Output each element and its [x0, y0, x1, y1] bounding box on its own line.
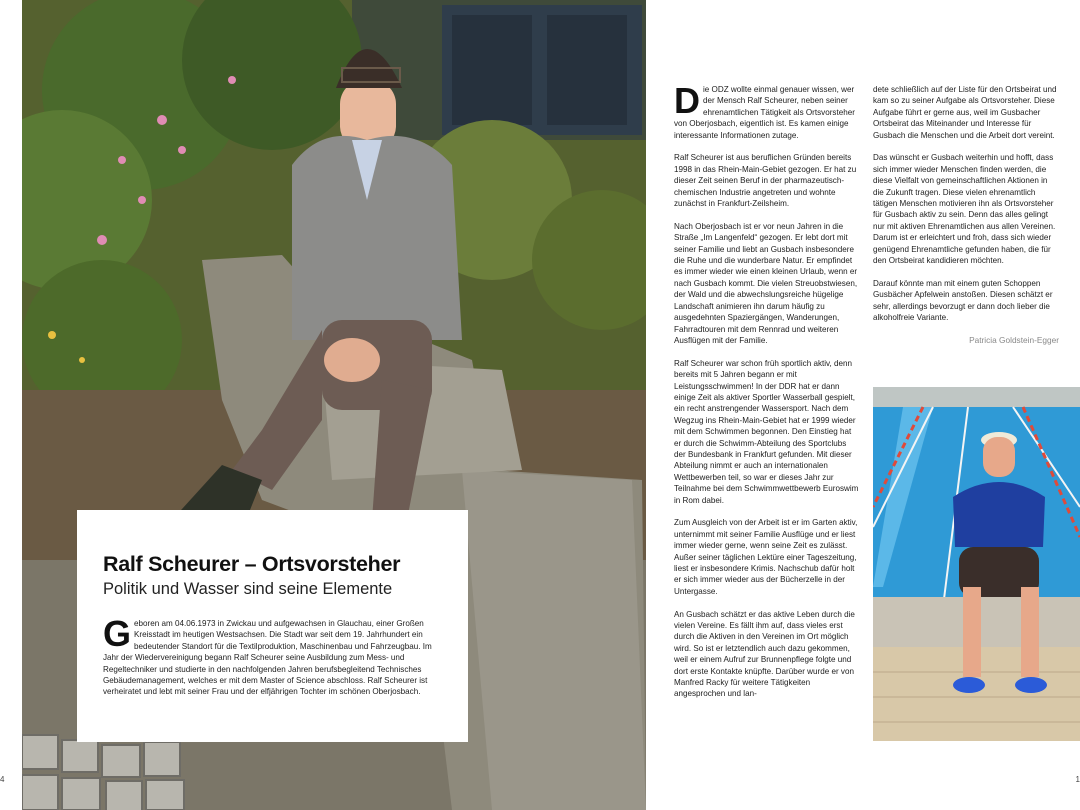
- paragraph: An Gusbach schätzt er das aktive Leben durch die vielen Vereine. Es fällt ihm auf, dass vieles erst durch die Aktiven in den Vereinen im Ort möglich wird. So ist er letztendlich auch dazu gekommen, weil er einem Aufruf zur Brunnenpflege folgte und dort erste Kontakte knüpfte. Darüber wurde er von Manfred Racky für weitere Tätigkeiten angesprochen und lan-: [674, 609, 855, 699]
- article-column-1: [674, 80, 860, 711]
- paragraph: Nach Oberjosbach ist er vor neun Jahren in die Straße „Im Langenfeld“ gezogen. Er lebt dort mit seiner Familie und liebt an Gusbach insbesondere die Ruhe und die wunderbare Natur. Er empfindet es immer wieder wie einen kleinen Urlaub, wenn er nach Gusbach kommt. Die vielen Streuobstwiesen, der Wald und die abwechslungsreiche hügelige Landschaft animieren ihn darum häufig zu ausgedehnten Spaziergängen, Wanderungen, Fahrradtouren mit dem Rennrad und weiteren Ausflügen mit der Familie.: [674, 221, 858, 345]
- paragraph: Ralf Scheurer ist aus beruflichen Gründen bereits 1998 in das Rhein-Main-Gebiet gezogen. Er hat zu dieser Zeit seinen Beruf in der pharmazeutisch-chemischen Industrie angetreten und wohnte zunächst in Frankfurt-Zeilsheim.: [674, 153, 857, 209]
- pool-photo: [873, 387, 1080, 741]
- article-title: Ralf Scheurer – Ortsvorsteher: [103, 552, 401, 576]
- dropcap-g: G: [103, 613, 132, 654]
- paragraph: Zum Ausgleich von der Arbeit ist er im Garten aktiv, unternimmt mit seiner Familie Ausflüge und er liest immer wieder gerne, wenn seine Zeit es zulässt. Außer seiner täglichen Lektüre einer Tageszeitung, liest er insbesondere Krimis. Nachschub dafür holt er sich immer wieder aus der Bücherzelle in der Untergasse.: [674, 518, 858, 596]
- intro-text: [103, 613, 443, 698]
- paragraph: dete schließlich auf der Liste für den Ortsbeirat und kam so zu seiner Aufgabe als Ortsvorsteher. Diese Aufgabe führt er gerne aus, weil im Gusbacher Ortsbeirat das Miteinander und Interesse für Gusbach die Menschen und die Arbeit dort vereint.: [873, 85, 1057, 140]
- page-number-right: 1: [1075, 775, 1080, 784]
- article-subtitle: Politik und Wasser sind seine Elemente: [103, 580, 393, 598]
- dropcap-d: D: [674, 80, 700, 121]
- paragraph: Das wünscht er Gusbach weiterhin und hofft, dass sich immer wieder Menschen finden werden, die diese Vielfalt von gemeinschaftlichen Aktionen in die Zukunft tragen. Diese vielen ehrenamtlich tätigen Menschen motivieren ihn als Ortsvorsteher für Gusbach aktiv zu sein. Denn das alles gelingt nur mit aktiven Ehrenamtlichen aus allen Vereinen. Darum ist er erleichtert und froh, dass sich wieder genügend Ehrenamtliche gefunden haben, die für den Ortsbeirat kandidieren möchten.: [873, 153, 1056, 266]
- page-number-left: 4: [0, 775, 5, 784]
- paragraph: ie ODZ wollte einmal genauer wissen, wer der Mensch Ralf Scheurer, neben seiner ehrenamtlichen Tätigkeit als Ortsvorsteher von Oberjosbach, eigentlich ist. Es kamen einige interessante Informationen zutage.: [674, 85, 855, 140]
- author-credit: Patricia Goldstein-Egger: [969, 334, 1059, 345]
- intro-box: [77, 510, 468, 742]
- intro-paragraph: eboren am 04.06.1973 in Zwickau und aufgewachsen in Glauchau, einer Großen Kreisstadt im heutigen Westsachsen. Die Stadt war seit dem 19. Jahrhundert ein bedeutender Standort für die Textilproduktion, Maschinenbau und Fahrzeugbau. Im Jahr der Wiedervereinigung begann Ralf Scheurer seine Ausbildung zum Mess- und Regeltechniker und studierte in den nachfolgenden Jahren berufsbegleitend Technisches Gebäudemanagement, welches er mit dem Master of Science abschloss. Ralf Scheurer ist verheiratet und lebt mit seiner Frau und der elfjährigen Tochter im schönen Oberjosbach.: [103, 619, 432, 697]
- paragraph: Darauf könnte man mit einem guten Schoppen Gusbächer Apfelwein anstoßen. Diesen schätzt er sehr, allerdings bevorzugt er dann doch lieber die alkoholfreie Variante.: [873, 278, 1053, 323]
- paragraph: Ralf Scheurer war schon früh sportlich aktiv, denn bereits mit 5 Jahren begann er mit Leistungsschwimmen! In der DDR hat er dann einige Zeit als aktiver Sportler Wasserball gespielt, ein recht anstrengender Wassersport. Nach dem Wegzug ins Rhein-Main-Gebiet hat er 1999 wieder mit dem Schwimmen begonnen. Den Einstieg hat er durch die Schwimm-Abteilung des Sportclubs der Bundesbank in Frankfurt gefunden. Mit dieser Abteilung nimmt er auch an internationalen Wettbewerben teil, so war er dieses Jahr zur Teilnahme bei dem Schwimmwettbewerb Euroswim in Rom dabei.: [674, 358, 859, 505]
- article-column-2: [873, 84, 1059, 346]
